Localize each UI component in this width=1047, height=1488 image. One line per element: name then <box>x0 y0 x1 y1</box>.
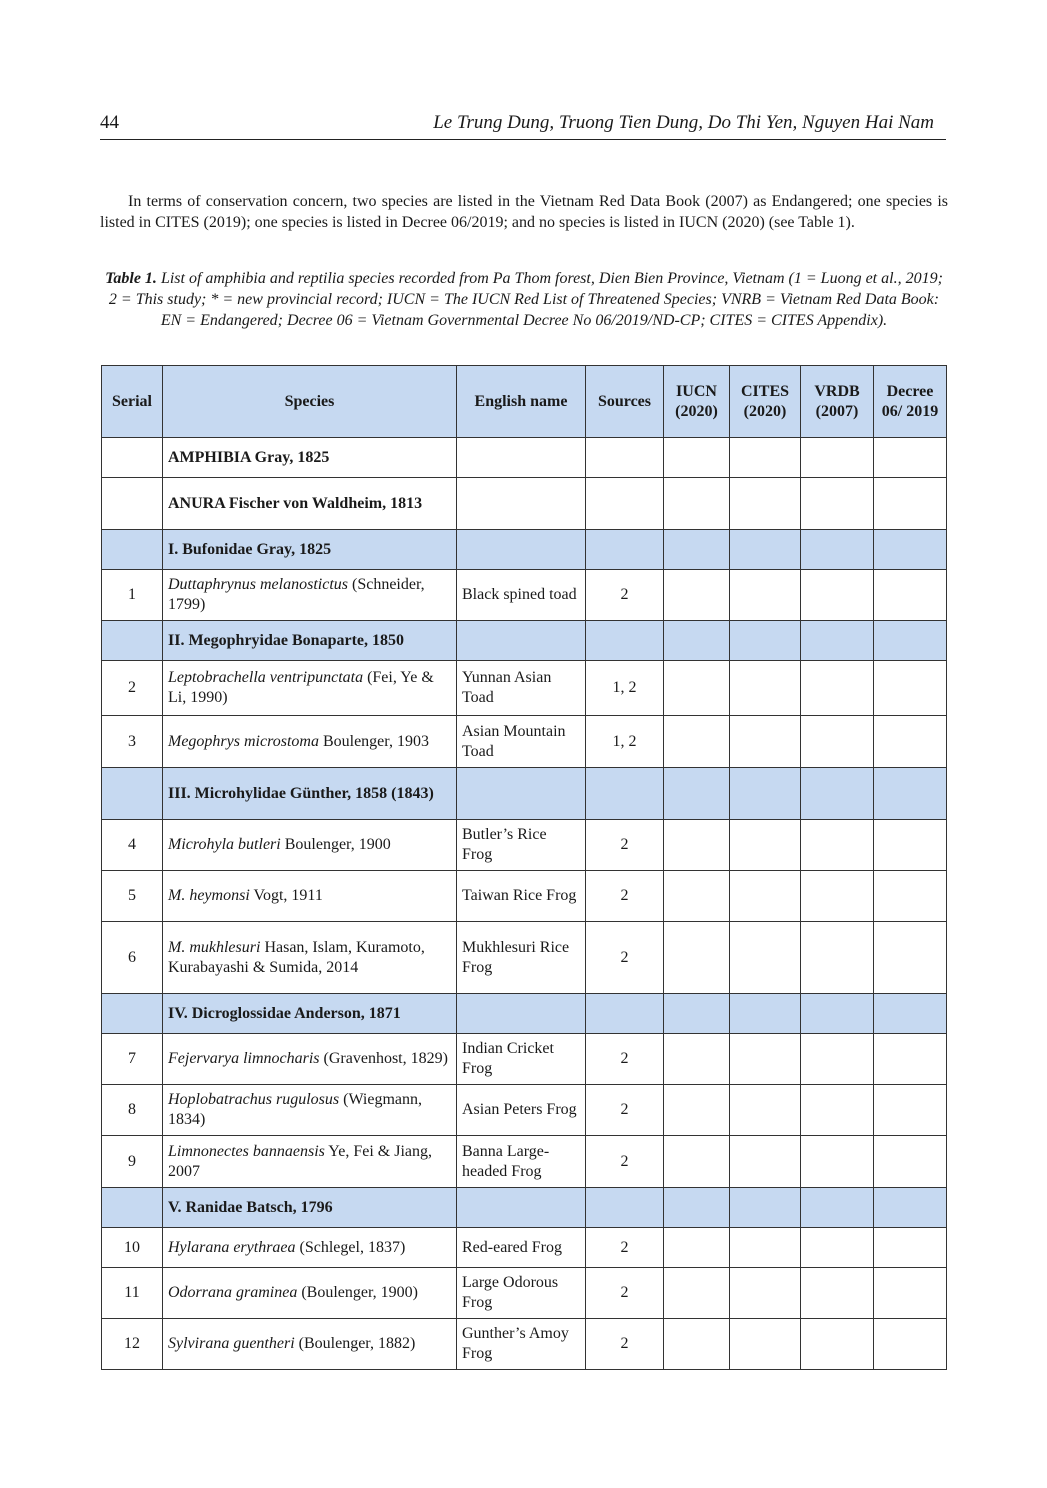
species-cell <box>163 922 457 994</box>
scientific-name: Leptobrachella ventripunctata <box>168 669 364 686</box>
iucn-cell <box>664 1136 730 1188</box>
family-row <box>102 530 947 570</box>
sources-cell: 2 <box>586 1034 664 1085</box>
species-cell <box>163 1228 457 1268</box>
sources-cell: 2 <box>586 1319 664 1370</box>
table-row <box>102 570 947 621</box>
sources-cell <box>586 438 664 478</box>
iucn-cell <box>664 1188 730 1228</box>
taxon-label-cell: I. Bufonidae Gray, 1825 <box>163 530 457 570</box>
vrdb-cell <box>801 1228 874 1268</box>
family-row <box>102 1188 947 1228</box>
sources-cell: 2 <box>586 922 664 994</box>
intro-paragraph: In terms of conservation concern, two species are listed in the Vietnam Red Data Book (2007) as Endangered; one species is listed in CITES (2019); one species is listed in Decree 06/2019; and no species is listed in IUCN (2020) (see Table 1). <box>100 193 948 231</box>
vrdb-cell <box>801 1188 874 1228</box>
english-name-cell: Large Odorous Frog <box>457 1268 586 1319</box>
sources-cell: 2 <box>586 1136 664 1188</box>
decree-cell <box>874 1319 947 1370</box>
english-name-cell: Mukhlesuri Rice Frog <box>457 922 586 994</box>
iucn-cell <box>664 478 730 530</box>
family-row <box>102 621 947 661</box>
serial-cell: 3 <box>102 716 163 768</box>
iucn-cell <box>664 438 730 478</box>
sources-cell: 2 <box>586 570 664 621</box>
header-species: Species <box>163 366 457 438</box>
cites-cell <box>730 1136 801 1188</box>
sources-cell: 2 <box>586 1085 664 1136</box>
iucn-cell <box>664 570 730 621</box>
species-cell <box>163 820 457 871</box>
iucn-cell <box>664 1085 730 1136</box>
species-cell <box>163 1136 457 1188</box>
serial-cell <box>102 438 163 478</box>
vrdb-cell <box>801 716 874 768</box>
decree-cell <box>874 922 947 994</box>
serial-cell: 11 <box>102 1268 163 1319</box>
decree-cell <box>874 570 947 621</box>
taxon-label-cell: AMPHIBIA Gray, 1825 <box>163 438 457 478</box>
serial-cell: 5 <box>102 871 163 922</box>
species-cell <box>163 1319 457 1370</box>
vrdb-cell <box>801 994 874 1034</box>
cites-cell <box>730 1319 801 1370</box>
species-author: (Wiegmann, 1834) <box>168 1091 423 1128</box>
scientific-name: Microhyla butleri <box>168 836 281 853</box>
scientific-name: Hoplobatrachus rugulosus <box>168 1091 340 1108</box>
page-header <box>100 112 946 142</box>
taxon-label-cell: II. Megophryidae Bonaparte, 1850 <box>163 621 457 661</box>
serial-cell: 6 <box>102 922 163 994</box>
table-row <box>102 661 947 716</box>
serial-cell <box>102 768 163 820</box>
serial-cell: 4 <box>102 820 163 871</box>
scientific-name: Sylvirana guentheri <box>168 1335 295 1352</box>
vrdb-cell <box>801 570 874 621</box>
cites-cell <box>730 716 801 768</box>
scientific-name: M. mukhlesuri <box>168 938 261 956</box>
cites-cell <box>730 621 801 661</box>
scientific-name: Megophrys microstoma <box>168 732 319 750</box>
vrdb-cell <box>801 768 874 820</box>
scientific-name: Duttaphrynus melanostictus <box>168 576 348 593</box>
decree-cell <box>874 994 947 1034</box>
serial-cell: 2 <box>102 661 163 716</box>
caption-label: Table 1. <box>105 270 157 287</box>
species-author: Hasan, Islam, Kuramoto, Kurabayashi & Sumida, 2014 <box>168 938 425 976</box>
cites-cell <box>730 768 801 820</box>
english-name-cell: Yunnan Asian Toad <box>457 661 586 716</box>
table-row <box>102 1136 947 1188</box>
species-cell <box>163 570 457 621</box>
english-name-cell: Asian Mountain Toad <box>457 716 586 768</box>
table-row <box>102 716 947 768</box>
cites-cell <box>730 1034 801 1085</box>
cites-cell <box>730 1268 801 1319</box>
serial-cell <box>102 994 163 1034</box>
sources-cell: 2 <box>586 1228 664 1268</box>
sources-cell: 1, 2 <box>586 716 664 768</box>
cites-cell <box>730 922 801 994</box>
english-name-cell: Black spined toad <box>457 570 586 621</box>
cites-cell <box>730 570 801 621</box>
header-iucn: IUCN (2020) <box>664 366 730 438</box>
scientific-name: Fejervarya limnocharis <box>168 1050 320 1067</box>
cites-cell <box>730 871 801 922</box>
iucn-cell <box>664 530 730 570</box>
serial-cell <box>102 1188 163 1228</box>
english-name-cell: Taiwan Rice Frog <box>457 871 586 922</box>
english-name-cell: Butler’s Rice Frog <box>457 820 586 871</box>
species-cell <box>163 1085 457 1136</box>
page-number: 44 <box>100 112 119 133</box>
english-name-cell <box>457 994 586 1034</box>
english-name-cell: Asian Peters Frog <box>457 1085 586 1136</box>
vrdb-cell <box>801 1268 874 1319</box>
table-row <box>102 1319 947 1370</box>
header-rule <box>100 139 946 140</box>
iucn-cell <box>664 1319 730 1370</box>
decree-cell <box>874 1228 947 1268</box>
scientific-name: Limnonectes bannaensis <box>168 1142 325 1160</box>
decree-cell <box>874 1085 947 1136</box>
serial-cell: 9 <box>102 1136 163 1188</box>
iucn-cell <box>664 716 730 768</box>
serial-cell: 7 <box>102 1034 163 1085</box>
taxon-label-cell: ANURA Fischer von Waldheim, 1813 <box>163 478 457 530</box>
table-row <box>102 1034 947 1085</box>
table-row <box>102 1085 947 1136</box>
cites-cell <box>730 1188 801 1228</box>
decree-cell <box>874 871 947 922</box>
sources-cell <box>586 768 664 820</box>
species-cell <box>163 716 457 768</box>
english-name-cell <box>457 768 586 820</box>
scientific-name: Hylarana erythraea <box>168 1238 296 1256</box>
cites-cell <box>730 1085 801 1136</box>
sources-cell: 1, 2 <box>586 661 664 716</box>
english-name-cell: Indian Cricket Frog <box>457 1034 586 1085</box>
iucn-cell <box>664 922 730 994</box>
decree-cell <box>874 621 947 661</box>
vrdb-cell <box>801 1034 874 1085</box>
vrdb-cell <box>801 1136 874 1188</box>
iucn-cell <box>664 994 730 1034</box>
english-name-cell <box>457 621 586 661</box>
species-author: (Gravenhost, 1829) <box>323 1050 448 1067</box>
cites-cell <box>730 820 801 871</box>
decree-cell <box>874 1188 947 1228</box>
table-row <box>102 871 947 922</box>
species-cell <box>163 1268 457 1319</box>
sources-cell <box>586 621 664 661</box>
serial-cell: 12 <box>102 1319 163 1370</box>
vrdb-cell <box>801 1319 874 1370</box>
iucn-cell <box>664 1268 730 1319</box>
table-row <box>102 820 947 871</box>
decree-cell <box>874 438 947 478</box>
cites-cell <box>730 994 801 1034</box>
scientific-name: Odorrana graminea <box>168 1284 298 1301</box>
vrdb-cell <box>801 438 874 478</box>
species-author: Boulenger, 1903 <box>322 732 429 750</box>
vrdb-cell <box>801 661 874 716</box>
sources-cell <box>586 1188 664 1228</box>
species-author: (Schneider, 1799) <box>168 576 425 613</box>
iucn-cell <box>664 1034 730 1085</box>
cites-cell <box>730 478 801 530</box>
serial-cell: 1 <box>102 570 163 621</box>
species-author: (Fei, Ye & Li, 1990) <box>168 669 434 706</box>
decree-cell <box>874 716 947 768</box>
species-author: Ye, Fei & Jiang, 2007 <box>168 1142 432 1180</box>
vrdb-cell <box>801 530 874 570</box>
header-decree: Decree 06/ 2019 <box>874 366 947 438</box>
species-author: Boulenger, 1900 <box>284 836 391 853</box>
iucn-cell <box>664 661 730 716</box>
iucn-cell <box>664 820 730 871</box>
table-row <box>102 1268 947 1319</box>
species-table <box>101 365 947 1370</box>
species-cell <box>163 661 457 716</box>
caption-text: List of amphibia and reptilia species recorded from Pa Thom forest, Dien Bien Province, Vietnam (1 = Luong et al., 2019; 2 = This study; * = new provincial record; IUCN = The IUCN Red List of Threatened Species; VNRB = Vietnam Red Data Book: EN = Endangered; Decree 06 = Vietnam Governmental Decree No 06/2019/ND-CP; CITES = CITES Appendix). <box>108 270 943 329</box>
iucn-cell <box>664 1228 730 1268</box>
vrdb-cell <box>801 871 874 922</box>
english-name-cell <box>457 1188 586 1228</box>
serial-cell: 10 <box>102 1228 163 1268</box>
taxon-label-cell: IV. Dicroglossidae Anderson, 1871 <box>163 994 457 1034</box>
decree-cell <box>874 768 947 820</box>
sources-cell <box>586 478 664 530</box>
taxon-label-cell: III. Microhylidae Günther, 1858 (1843) <box>163 768 457 820</box>
cites-cell <box>730 1228 801 1268</box>
english-name-cell: Banna Large-headed Frog <box>457 1136 586 1188</box>
sources-cell <box>586 994 664 1034</box>
taxon-group-row <box>102 438 947 478</box>
english-name-cell: Red-eared Frog <box>457 1228 586 1268</box>
header-vrdb: VRDB (2007) <box>801 366 874 438</box>
decree-cell <box>874 661 947 716</box>
english-name-cell: Gunther’s Amoy Frog <box>457 1319 586 1370</box>
vrdb-cell <box>801 922 874 994</box>
table-row <box>102 1228 947 1268</box>
species-author: (Schlegel, 1837) <box>299 1238 406 1256</box>
vrdb-cell <box>801 1085 874 1136</box>
sources-cell <box>586 530 664 570</box>
decree-cell <box>874 478 947 530</box>
scientific-name: M. heymonsi <box>168 887 250 904</box>
iucn-cell <box>664 871 730 922</box>
serial-cell <box>102 530 163 570</box>
decree-cell <box>874 820 947 871</box>
english-name-cell <box>457 530 586 570</box>
species-author: (Boulenger, 1882) <box>298 1335 416 1352</box>
header-cites: CITES (2020) <box>730 366 801 438</box>
serial-cell: 8 <box>102 1085 163 1136</box>
running-head-authors: Le Trung Dung, Truong Tien Dung, Do Thi Yen, Nguyen Hai Nam <box>433 112 934 133</box>
sources-cell: 2 <box>586 1268 664 1319</box>
serial-cell <box>102 621 163 661</box>
family-row <box>102 768 947 820</box>
table-caption <box>100 268 948 331</box>
header-serial: Serial <box>102 366 163 438</box>
english-name-cell <box>457 478 586 530</box>
decree-cell <box>874 1034 947 1085</box>
iucn-cell <box>664 768 730 820</box>
english-name-cell <box>457 438 586 478</box>
decree-cell <box>874 530 947 570</box>
decree-cell <box>874 1136 947 1188</box>
cites-cell <box>730 530 801 570</box>
header-english-name: English name <box>457 366 586 438</box>
species-cell <box>163 1034 457 1085</box>
species-cell <box>163 871 457 922</box>
species-author: Vogt, 1911 <box>253 887 323 904</box>
table-row <box>102 922 947 994</box>
table-header-row <box>102 366 947 438</box>
family-row <box>102 994 947 1034</box>
cites-cell <box>730 661 801 716</box>
cites-cell <box>730 438 801 478</box>
vrdb-cell <box>801 621 874 661</box>
taxon-group-row <box>102 478 947 530</box>
taxon-label-cell: V. Ranidae Batsch, 1796 <box>163 1188 457 1228</box>
sources-cell: 2 <box>586 820 664 871</box>
header-sources: Sources <box>586 366 664 438</box>
sources-cell: 2 <box>586 871 664 922</box>
table-body <box>102 438 947 1370</box>
decree-cell <box>874 1268 947 1319</box>
iucn-cell <box>664 621 730 661</box>
vrdb-cell <box>801 820 874 871</box>
species-author: (Boulenger, 1900) <box>301 1284 419 1301</box>
serial-cell <box>102 478 163 530</box>
vrdb-cell <box>801 478 874 530</box>
